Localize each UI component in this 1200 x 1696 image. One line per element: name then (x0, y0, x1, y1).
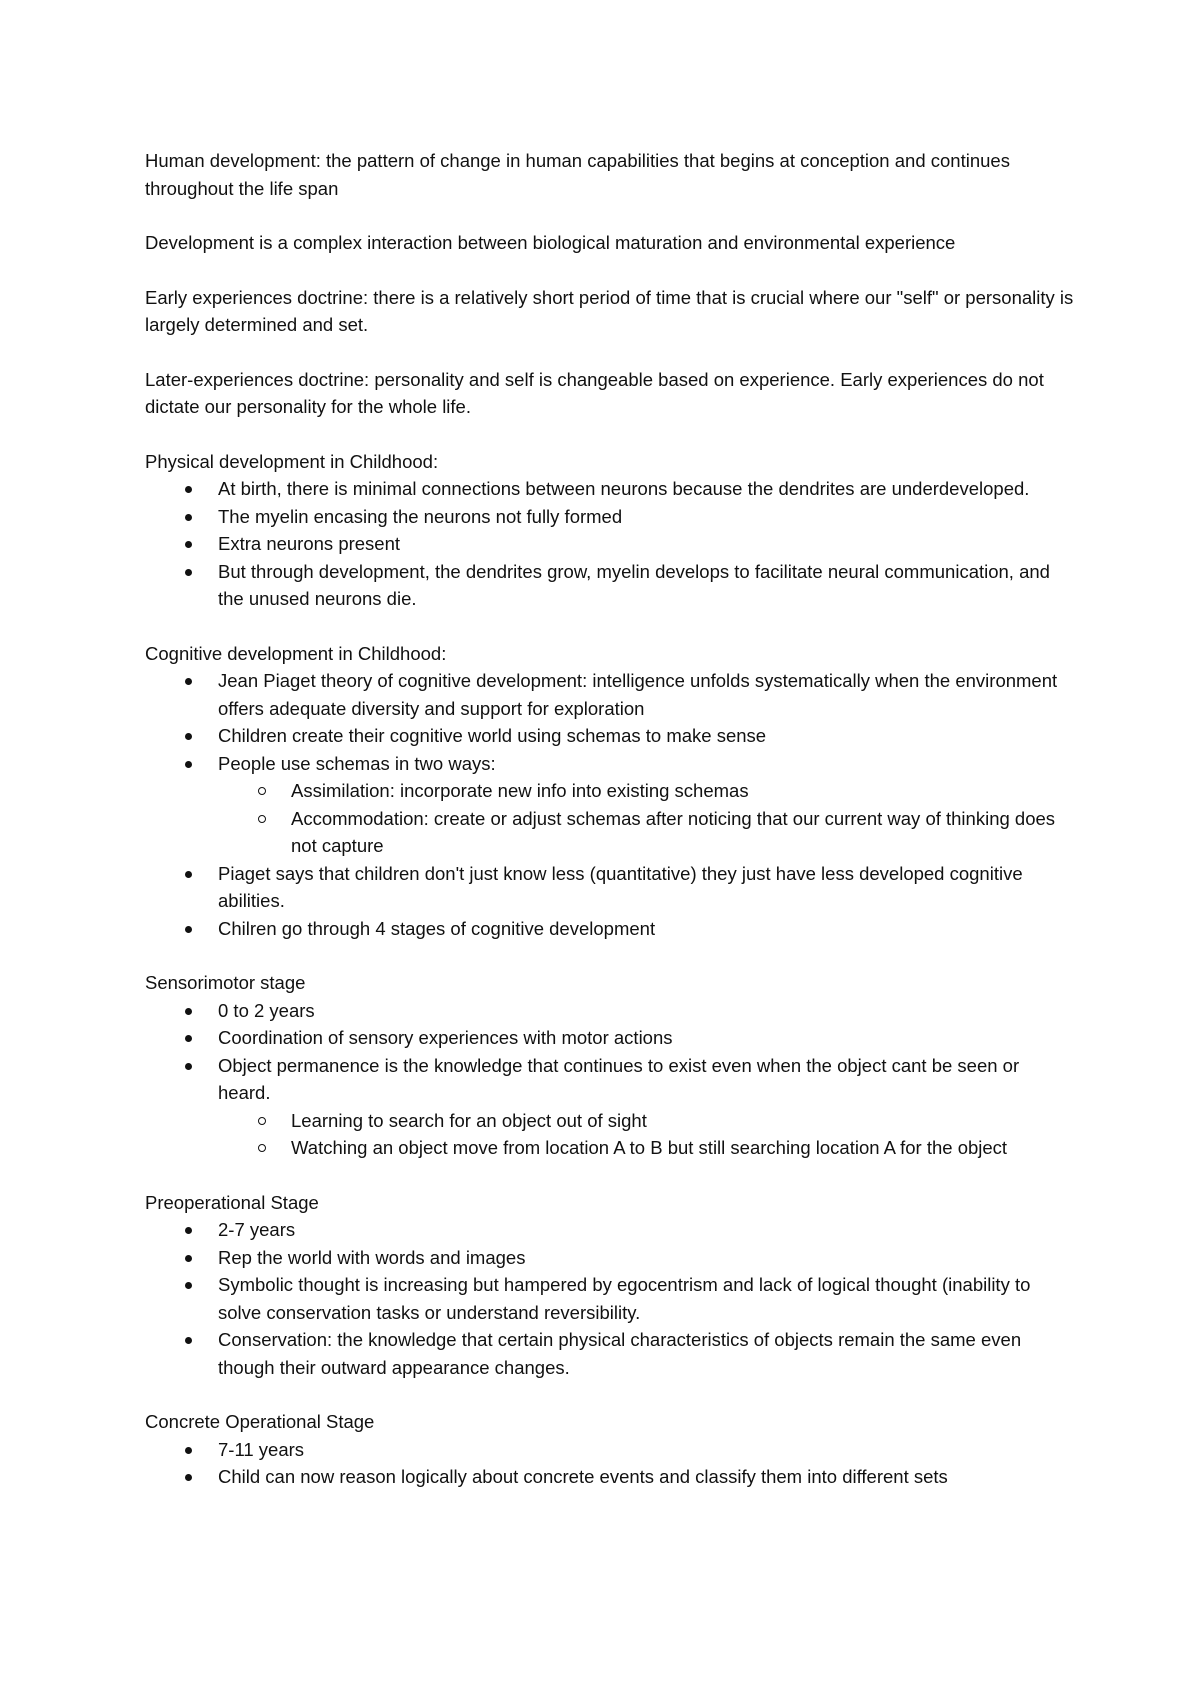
bullet-icon (185, 926, 192, 933)
bullet-icon (185, 761, 192, 768)
bullet-icon (185, 678, 192, 685)
bullet-icon (185, 541, 192, 548)
bullet-icon (185, 569, 192, 576)
list-item: Piaget says that children don't just know less (quantitative) they just have less developed cognitive abilities. (145, 860, 1075, 915)
hollow-bullet-icon (258, 787, 266, 795)
schema-ways-list (218, 777, 1075, 860)
section-heading-preoperational: Preoperational Stage (145, 1191, 319, 1213)
list-item: Rep the world with words and images (145, 1244, 1075, 1272)
sub-list-item: Accommodation: create or adjust schemas after noticing that our current way of thinking does not capture (218, 805, 1075, 860)
sub-list-item: Learning to search for an object out of sight (218, 1107, 1075, 1135)
hollow-bullet-icon (258, 815, 266, 823)
paragraph-later-experiences: Later-experiences doctrine: personality and self is changeable based on experience. Early experiences do not dictate our personality for the whole life. (145, 368, 1044, 417)
list-item: Children create their cognitive world using schemas to make sense (145, 722, 1075, 750)
list-item: Symbolic thought is increasing but hampered by egocentrism and lack of logical thought (inability to solve conservation tasks or understand reversibility. (145, 1271, 1075, 1326)
sensorimotor-list (145, 997, 1075, 1162)
list-item: Jean Piaget theory of cognitive development: intelligence unfolds systematically when the environment offers adequate diversity and support for exploration (145, 667, 1075, 722)
bullet-icon (185, 1035, 192, 1042)
list-item: Conservation: the knowledge that certain physical characteristics of objects remain the same even though their outward appearance changes. (145, 1326, 1075, 1381)
sub-list-item: Assimilation: incorporate new info into existing schemas (218, 777, 1075, 805)
list-item: The myelin encasing the neurons not fully formed (145, 503, 1075, 531)
section-heading-physical: Physical development in Childhood: (145, 450, 439, 472)
concrete-list (145, 1436, 1075, 1491)
section-heading-sensorimotor: Sensorimotor stage (145, 972, 306, 993)
hollow-bullet-icon (258, 1117, 266, 1125)
list-item: Extra neurons present (145, 530, 1075, 558)
list-item: People use schemas in two ways: Assimilation: incorporate new info into existing schemas Accommodation: create or adjust schemas after noticing that our current way of thinking does not capture (145, 750, 1075, 860)
bullet-icon (185, 871, 192, 878)
list-item: At birth, there is minimal connections between neurons because the dendrites are underdeveloped. (145, 475, 1075, 503)
bullet-icon (185, 733, 192, 740)
list-item: 2-7 years (145, 1216, 1075, 1244)
paragraph-human-development: Human development: the pattern of change in human capabilities that begins at conception and continues throughout the life span (145, 150, 1010, 199)
paragraph-complex-interaction: Development is a complex interaction between biological maturation and environmental experience (145, 232, 956, 253)
section-heading-concrete: Concrete Operational Stage (145, 1411, 375, 1432)
physical-list (145, 475, 1075, 613)
bullet-icon (185, 486, 192, 493)
bullet-icon (185, 1227, 192, 1234)
list-item: 0 to 2 years (145, 997, 1075, 1025)
paragraph-early-experiences: Early experiences doctrine: there is a relatively short period of time that is crucial where our "self" or personality is largely determined and set. (145, 286, 1074, 335)
bullet-icon (185, 1282, 192, 1289)
list-item: Chilren go through 4 stages of cognitive development (145, 915, 1075, 943)
bullet-icon (185, 1255, 192, 1262)
list-item: 7-11 years (145, 1436, 1075, 1464)
list-item: Child can now reason logically about concrete events and classify them into different sets (145, 1463, 1075, 1491)
sub-list-item: Watching an object move from location A to B but still searching location A for the object (218, 1134, 1075, 1162)
list-item: Coordination of sensory experiences with motor actions (145, 1024, 1075, 1052)
list-item: Object permanence is the knowledge that continues to exist even when the object cant be seen or heard. Learning to search for an object out of sight Watching an object move from location A to B but still searching location A for the object (145, 1052, 1075, 1162)
cognitive-list (145, 667, 1075, 942)
document-body (145, 147, 1075, 1518)
bullet-icon (185, 1008, 192, 1015)
bullet-icon (185, 514, 192, 521)
bullet-icon (185, 1474, 192, 1481)
bullet-icon (185, 1447, 192, 1454)
bullet-icon (185, 1337, 192, 1344)
section-heading-cognitive: Cognitive development in Childhood: (145, 642, 447, 664)
object-permanence-sub-list (218, 1107, 1075, 1162)
bullet-icon (185, 1063, 192, 1070)
list-item: But through development, the dendrites grow, myelin develops to facilitate neural communication, and the unused neurons die. (145, 558, 1075, 613)
hollow-bullet-icon (258, 1144, 266, 1152)
preoperational-list (145, 1216, 1075, 1381)
